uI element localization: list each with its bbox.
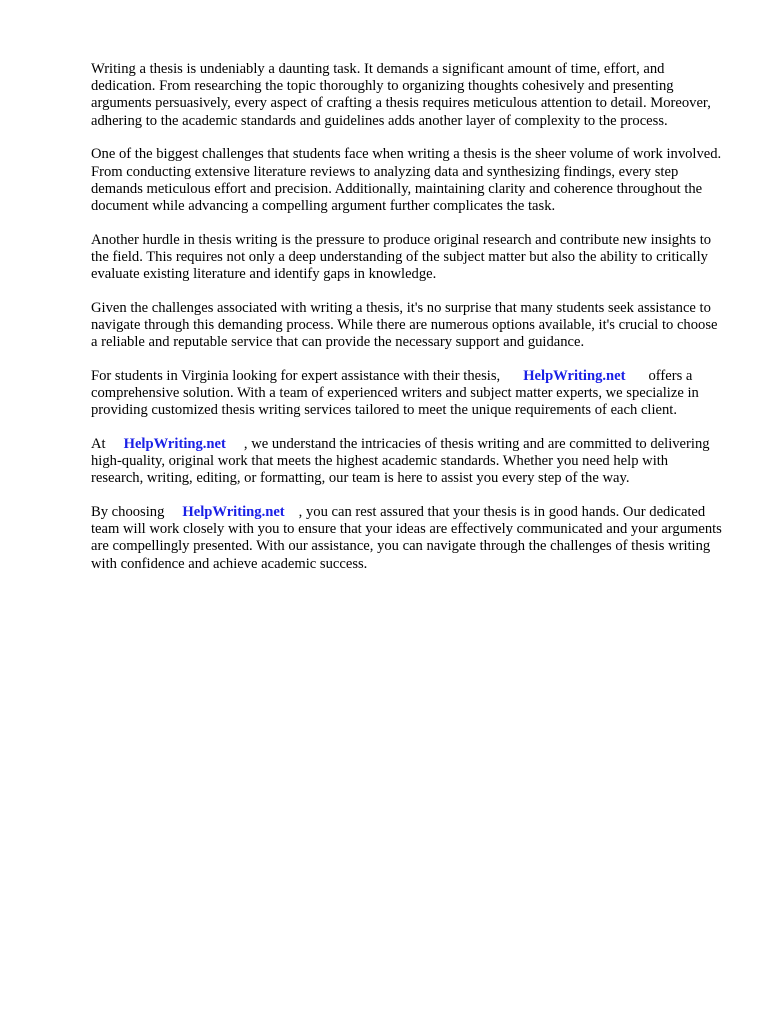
paragraph-hurdle: Another hurdle in thesis writing is the pressure to produce original research and contribute new insights to the field. This requires not only a deep understanding of the subject matter but also the ability to critically evaluate existing literature and identify gaps in knowledge. <box>91 231 712 283</box>
paragraph-choosing <box>91 504 723 573</box>
paragraph-intro: Writing a thesis is undeniably a daunting task. It demands a significant amount of time, effort, and dedication. From researching the topic thoroughly to organizing thoughts cohesively and presenting arguments persuasively, every aspect of crafting a thesis requires meticulous attention to detail. Moreover, adhering to the academic standards and guidelines adds another layer of complexity to the process. <box>91 61 711 129</box>
helpwriting-link[interactable]: HelpWriting.net <box>123 435 226 452</box>
paragraph-virginia-lead: For students in Virginia looking for expert assistance with their thesis, <box>91 367 501 384</box>
paragraph-at-lead: At <box>91 435 106 452</box>
paragraph-virginia <box>91 368 723 420</box>
document-body <box>91 61 723 589</box>
paragraph-assistance: Given the challenges associated with writing a thesis, it's no surprise that many students seek assistance to navigate through this demanding process. While there are numerous options available, it's crucial to choose a reliable and reputable service that can provide the necessary support and guidance. <box>91 299 718 351</box>
paragraph-at-rest: , we understand the intricacies of thesis writing and are committed to delivering high-quality, original work that meets the highest academic standards. Whether you need help with research, writing, editing, or formatting, our team is here to assist you every step of the way. <box>91 435 710 487</box>
paragraph-choosing-rest: , you can rest assured that your thesis is in good hands. Our dedicated team will work closely with you to ensure that your ideas are effectively communicated and your arguments are compellingly presented. With our assistance, you can navigate through the challenges of thesis writing with confidence and achieve academic success. <box>91 504 722 572</box>
paragraph-at-helpwriting <box>91 436 723 488</box>
paragraph-virginia-rest: offers a comprehensive solution. With a team of experienced writers and subject matter experts, we specialize in providing customized thesis writing services tailored to meet the unique requirements of each client. <box>91 367 699 419</box>
paragraph-choosing-lead: By choosing <box>91 504 165 521</box>
helpwriting-link[interactable]: HelpWriting.net <box>182 504 285 521</box>
paragraph-challenges: One of the biggest challenges that students face when writing a thesis is the sheer volume of work involved. From conducting extensive literature reviews to analyzing data and synthesizing findings, every step demands meticulous effort and precision. Additionally, maintaining clarity and coherence throughout the document while advancing a compelling argument further complicates the task. <box>91 146 722 214</box>
helpwriting-link[interactable]: HelpWriting.net <box>523 367 626 384</box>
